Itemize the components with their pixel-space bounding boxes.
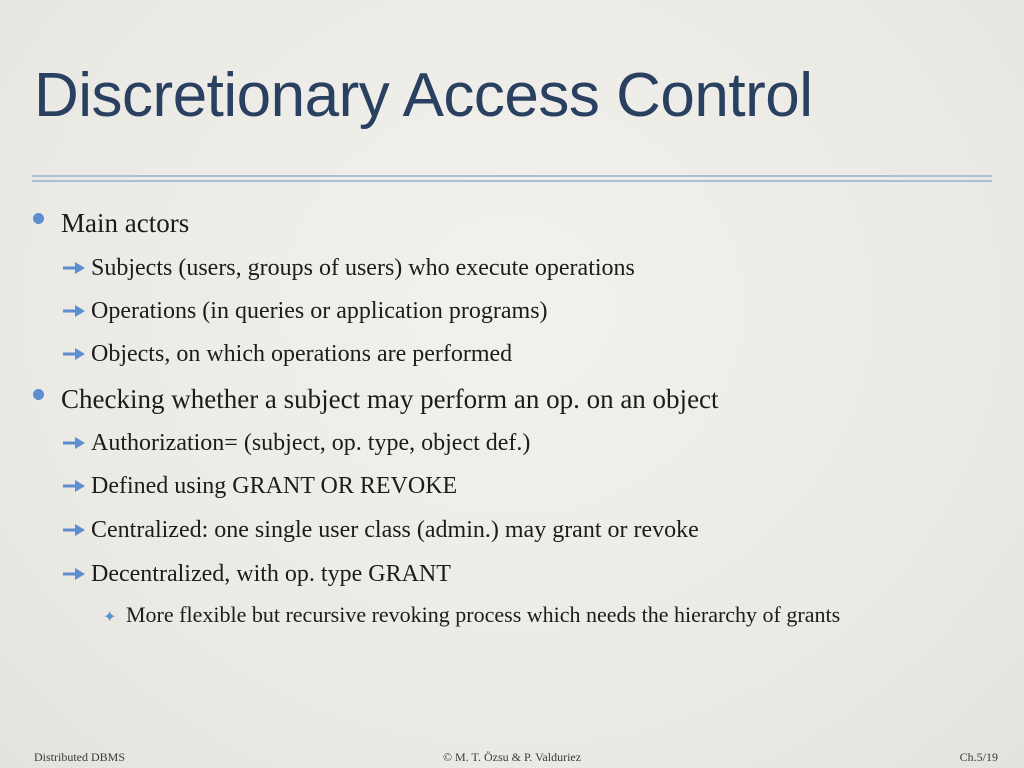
list-item: Operations (in queries or application programs) [91,298,548,324]
list-item: Authorization= (subject, op. type, object def.) [91,430,531,456]
arrow-right-icon [63,524,85,536]
arrow-right-icon [63,437,85,449]
list-item: Subjects (users, groups of users) who execute operations [91,255,635,281]
footer-page-number: Ch.5/19 [959,750,998,764]
list-item: More flexible but recursive revoking process which needs the hierarchy of grants [126,602,841,627]
arrow-right-icon [63,348,85,360]
arrow-right-icon [63,305,85,317]
list-item: Defined using GRANT OR REVOKE [91,473,458,499]
four-point-star-icon: ✦ [103,607,117,626]
arrow-right-icon [63,262,85,274]
footer-course: Distributed DBMS [34,750,126,764]
list-item: Objects, on which operations are performed [91,341,513,367]
list-item: Main actors [61,208,190,238]
list-item: Checking whether a subject may perform an op. on an object [61,384,719,414]
arrow-right-icon [63,568,85,580]
bullet-dot-icon [33,389,44,400]
list-item: Centralized: one single user class (admin.) may grant or revoke [91,517,699,543]
footer-copyright: © M. T. Özsu & P. Valduriez [442,750,582,764]
slide-title: Discretionary Access Control [34,61,813,130]
arrow-right-icon [63,480,85,492]
bullet-dot-icon [33,213,44,224]
list-item: Decentralized, with op. type GRANT [91,561,451,587]
